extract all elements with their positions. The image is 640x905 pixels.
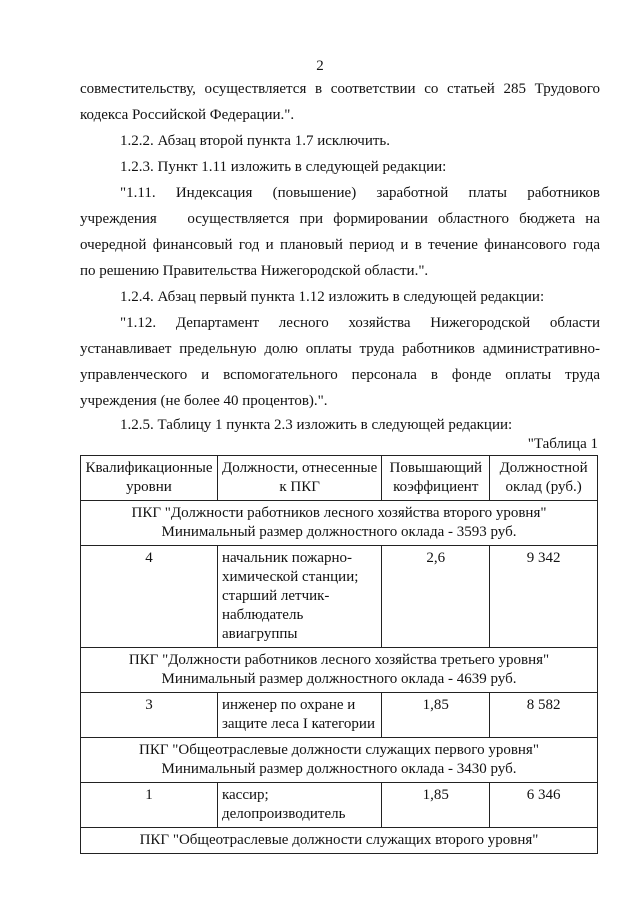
table-row bbox=[81, 546, 598, 648]
cell-salary: 9 342 bbox=[490, 546, 598, 648]
word: заработной bbox=[376, 185, 449, 201]
word: Нижегородской bbox=[430, 315, 531, 331]
word: "1.12. bbox=[120, 315, 157, 331]
word: хозяйства bbox=[348, 315, 411, 331]
group-row bbox=[81, 828, 598, 854]
table-caption: "Таблица 1 bbox=[527, 436, 598, 452]
paragraph-line: кодекса Российской Федерации.". bbox=[80, 107, 295, 123]
word: Департамент bbox=[175, 315, 260, 331]
table-header-row bbox=[81, 456, 598, 501]
cell-level: 4 bbox=[81, 546, 218, 648]
quote-1-12-first-line bbox=[80, 310, 600, 336]
paragraph-line: учреждения осуществляется при формировании областного бюджета на bbox=[80, 211, 600, 227]
group-title: ПКГ "Должности работников лесного хозяйства третьего уровня" Минимальный размер должностного оклада - 4639 руб. bbox=[81, 648, 598, 693]
word: "1.11. bbox=[120, 185, 156, 201]
page-number: 2 bbox=[316, 58, 324, 74]
word: платы bbox=[468, 185, 507, 201]
group-row bbox=[81, 648, 598, 693]
word: работников bbox=[527, 185, 600, 201]
cell-salary: 8 582 bbox=[490, 693, 598, 738]
header-positions: Должности, отнесенные к ПКГ bbox=[217, 456, 381, 501]
word: (повышение) bbox=[272, 185, 357, 201]
cell-coefficient: 2,6 bbox=[382, 546, 490, 648]
quote-1-11-first-line bbox=[80, 180, 600, 206]
paragraph-1-2-3: 1.2.3. Пункт 1.11 изложить в следующей редакции: bbox=[120, 159, 447, 175]
paragraph-line: очередной финансовый год и плановый период и в течение финансового года bbox=[80, 237, 600, 253]
paragraph-1-2-4: 1.2.4. Абзац первый пункта 1.12 изложить в следующей редакции: bbox=[120, 289, 545, 305]
group-title: ПКГ "Общеотраслевые должности служащих второго уровня" bbox=[81, 828, 598, 854]
group-row bbox=[81, 738, 598, 783]
word: области bbox=[549, 315, 600, 331]
cell-positions: начальник пожарно- химической станции; старший летчик- наблюдатель авиагруппы bbox=[217, 546, 381, 648]
paragraph-line: устанавливает предельную долю оплаты труда работников административно- bbox=[80, 341, 600, 357]
cell-coefficient: 1,85 bbox=[382, 783, 490, 828]
cell-salary: 6 346 bbox=[490, 783, 598, 828]
word: лесного bbox=[278, 315, 329, 331]
paragraph-1-2-2: 1.2.2. Абзац второй пункта 1.7 исключить. bbox=[120, 133, 391, 149]
cell-positions: кассир; делопроизводитель bbox=[217, 783, 381, 828]
salary-table bbox=[80, 455, 598, 854]
header-levels: Квалификационные уровни bbox=[81, 456, 218, 501]
header-salary: Должностной оклад (руб.) bbox=[490, 456, 598, 501]
paragraph-line: совместительству, осуществляется в соответствии со статьей 285 Трудового bbox=[80, 81, 600, 97]
cell-level: 3 bbox=[81, 693, 218, 738]
paragraph-line: по решению Правительства Нижегородской области.". bbox=[80, 263, 429, 279]
group-row bbox=[81, 501, 598, 546]
cell-positions: инженер по охране и защите леса I категории bbox=[217, 693, 381, 738]
header-coefficient: Повышающий коэффициент bbox=[382, 456, 490, 501]
word: Индексация bbox=[175, 185, 253, 201]
paragraph-line: учреждения (не более 40 процентов).". bbox=[80, 393, 328, 409]
group-title: ПКГ "Общеотраслевые должности служащих первого уровня" Минимальный размер должностного оклада - 3430 руб. bbox=[81, 738, 598, 783]
cell-level: 1 bbox=[81, 783, 218, 828]
paragraph-1-2-5: 1.2.5. Таблицу 1 пункта 2.3 изложить в следующей редакции: bbox=[120, 417, 513, 433]
group-title: ПКГ "Должности работников лесного хозяйства второго уровня" Минимальный размер должностного оклада - 3593 руб. bbox=[81, 501, 598, 546]
cell-coefficient: 1,85 bbox=[382, 693, 490, 738]
table-row bbox=[81, 693, 598, 738]
table-row bbox=[81, 783, 598, 828]
paragraph-line: управленческого и вспомогательного персонала в фонде оплаты труда bbox=[80, 367, 600, 383]
